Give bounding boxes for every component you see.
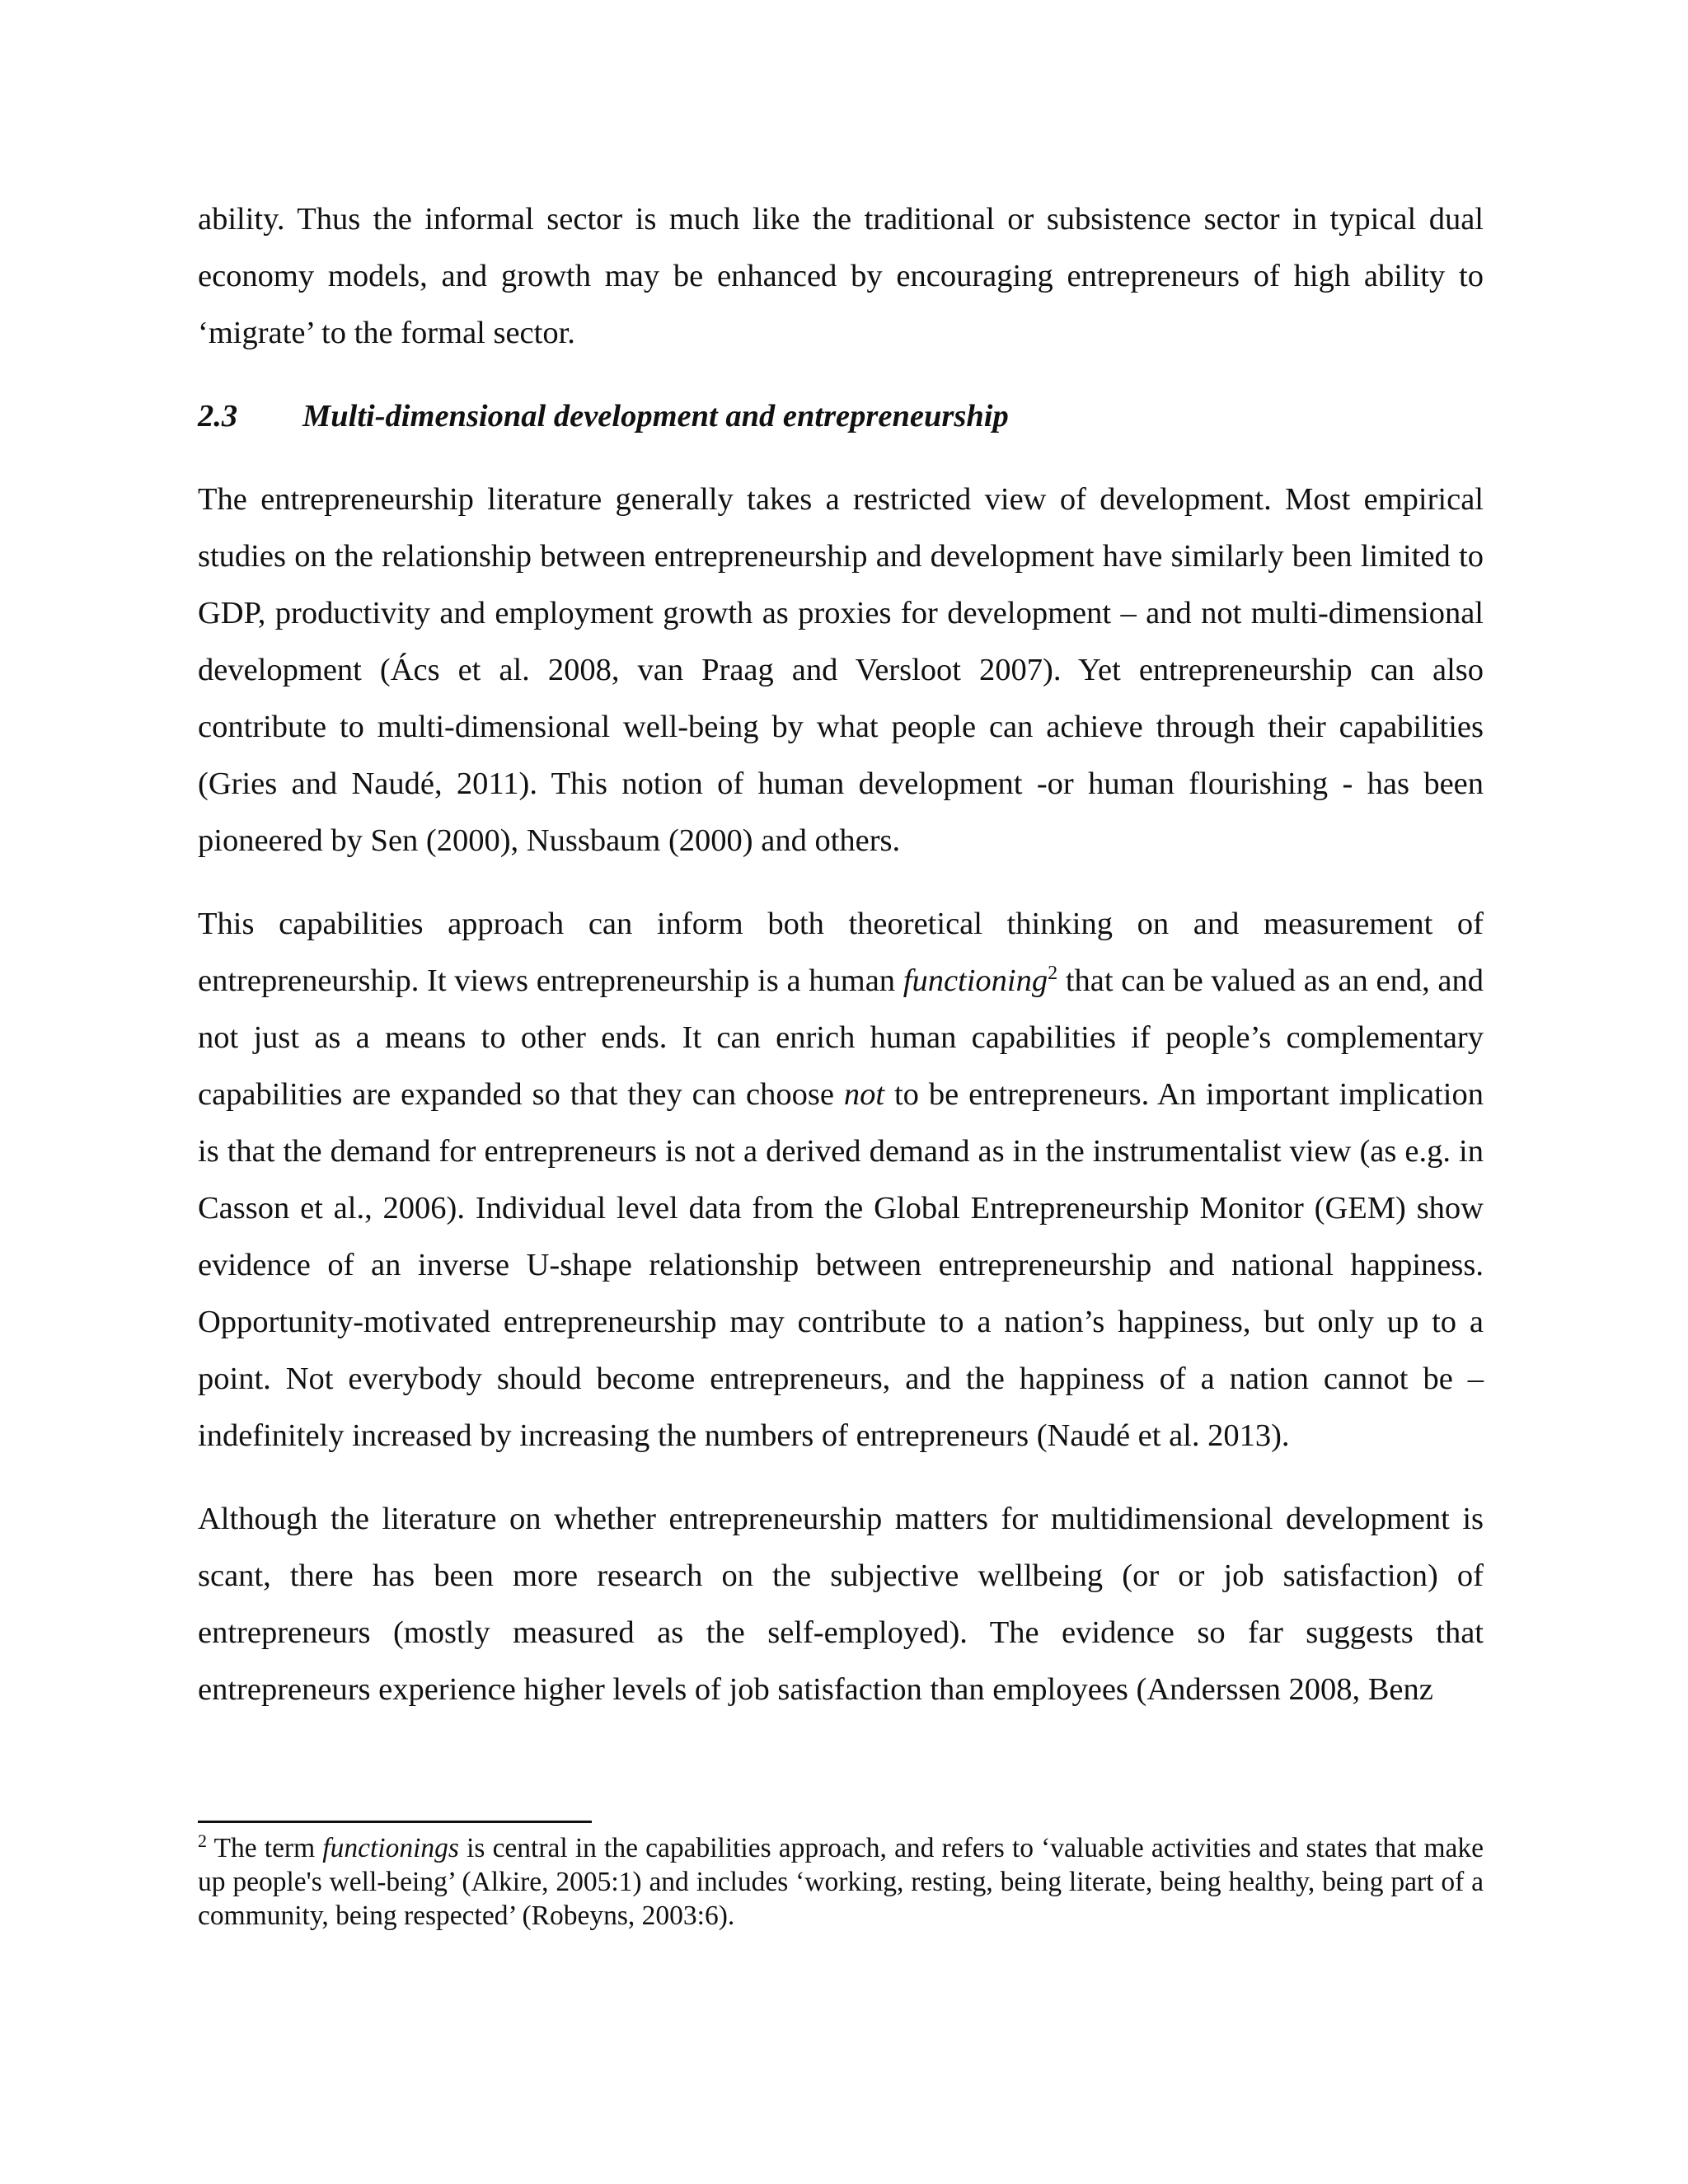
text-segment: to be entrepreneurs. An important implication is that the demand for entrepreneurs is not a derived demand as in the instrumentalist view (as e.g. in Casson et al., 2006). Individual level data from the Global Entrepreneurship Monitor (GEM) show evidence of an inverse U-shape relationship between entrepreneurship and national happiness. Opportunity-motivated entrepreneurship may contribute to a nation’s happiness, but only up to a point. Not everybody should become entrepreneurs, and the happiness of a nation cannot be –indefinitely increased by increasing the numbers of entrepreneurs (Naudé et al. 2013). [198,1077,1484,1453]
paragraph-continuation: ability. Thus the informal sector is much like the traditional or subsistence sector in typical dual economy models, and growth may be enhanced by encouraging entrepreneurs of high ability to ‘migrate’ to the formal sector. [198,202,1484,350]
italic-term-not: not [843,1077,885,1112]
footnote-separator [198,1821,592,1823]
footnote-marker: 2 [198,1830,207,1851]
section-heading [198,388,1484,445]
text-segment: that can be valued as an end, and not just as a means to other ends. It can enrich human capabilities if people’s complementary capabilities are expanded so that they can choose [198,963,1484,1112]
paragraph-restricted-view: The entrepreneurship literature generally takes a restricted view of development. Most empirical studies on the relationship between entrepreneurship and development have similarly been limited to GDP, productivity and employment growth as proxies for development – and not multi-dimensional development (Ács et al. 2008, van Praag and Versloot 2007). Yet entrepreneurship can also contribute to multi-dimensional well-being by what people can achieve through their capabilities (Gries and Naudé, 2011). This notion of human development -or human flourishing - has been pioneered by Sen (2000), Nussbaum (2000) and others. [198,482,1484,858]
italic-term-functionings: functionings [322,1833,459,1863]
text-segment: is central in the capabilities approach, and refers to ‘valuable activities and states that make up people's well-being’ (Alkire, 2005:1) and includes ‘working, resting, being literate, being healthy, being part of a community, being respected’ (Robeyns, 2003:6). [198,1833,1484,1931]
footnote-2 [198,1831,1484,1933]
footnote-reference[interactable]: 2 [1048,963,1058,985]
page-body [198,191,1484,1718]
text-segment: The term [207,1833,323,1863]
paragraph-capabilities-approach [198,896,1484,1465]
section-number: 2.3 [198,399,238,434]
section-title: Multi-dimensional development and entrepreneurship [302,399,1009,434]
italic-term-functioning: functioning [903,963,1048,998]
text-segment: This capabilities approach can inform both theoretical thinking on and measurement of entrepreneurship. It views entrepreneurship is a human [198,907,1484,998]
paragraph-subjective-wellbeing: Although the literature on whether entrepreneurship matters for multidimensional development is scant, there has been more research on the subjective wellbeing (or or job satisfaction) of entrepreneurs (mostly measured as the self-employed). The evidence so far suggests that entrepreneurs experience higher levels of job satisfaction than employees (Anderssen 2008, Benz [198,1502,1484,1707]
